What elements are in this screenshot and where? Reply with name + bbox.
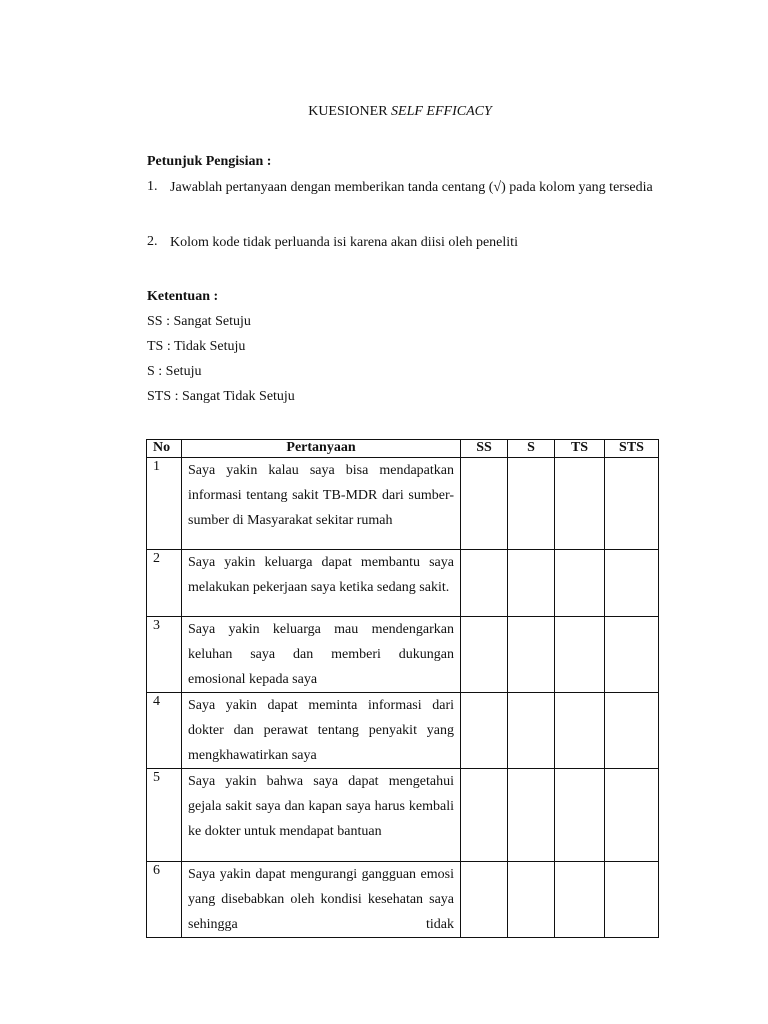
answer-cell-sts[interactable] bbox=[605, 693, 659, 769]
question-text: Saya yakin keluarga mau mendengarkan keluhan saya dan memberi dukungan emosional kepada saya bbox=[182, 617, 461, 693]
question-text: Saya yakin dapat mengurangi gangguan emosi yang disebabkan oleh kondisi kesehatan saya sehingga tidak bbox=[182, 862, 461, 938]
row-number: 3 bbox=[147, 617, 182, 693]
table-row bbox=[147, 862, 659, 938]
answer-cell-ss[interactable] bbox=[461, 458, 508, 550]
title-italic: SELF EFFICACY bbox=[391, 104, 492, 119]
answer-cell-ts[interactable] bbox=[555, 862, 605, 938]
instruction-number: 1. bbox=[147, 179, 158, 194]
header-no: No bbox=[147, 440, 182, 458]
header-ts: TS bbox=[555, 440, 605, 458]
answer-cell-ss[interactable] bbox=[461, 769, 508, 862]
row-number: 6 bbox=[147, 862, 182, 938]
question-text: Saya yakin bahwa saya dapat mengetahui gejala sakit saya dan kapan saya harus kembali ke dokter untuk mendapat bantuan bbox=[182, 769, 461, 862]
legend-item: STS : Sangat Tidak Setuju bbox=[147, 389, 295, 404]
instruction-number: 2. bbox=[147, 234, 158, 249]
answer-cell-sts[interactable] bbox=[605, 550, 659, 617]
answer-cell-s[interactable] bbox=[508, 617, 555, 693]
questionnaire-table bbox=[146, 439, 659, 938]
answer-cell-ts[interactable] bbox=[555, 550, 605, 617]
page-title bbox=[0, 102, 768, 122]
question-text: Saya yakin dapat meminta informasi dari dokter dan perawat tentang penyakit yang mengkhawatirkan saya bbox=[182, 693, 461, 769]
table-row bbox=[147, 769, 659, 862]
legend-heading: Ketentuan : bbox=[147, 289, 219, 304]
answer-cell-ss[interactable] bbox=[461, 550, 508, 617]
row-number: 4 bbox=[147, 693, 182, 769]
table-header-row bbox=[147, 440, 659, 458]
answer-cell-s[interactable] bbox=[508, 458, 555, 550]
legend-item: SS : Sangat Setuju bbox=[147, 314, 251, 329]
answer-cell-ts[interactable] bbox=[555, 769, 605, 862]
answer-cell-ss[interactable] bbox=[461, 693, 508, 769]
answer-cell-ts[interactable] bbox=[555, 617, 605, 693]
header-ss: SS bbox=[461, 440, 508, 458]
question-text: Saya yakin kalau saya bisa mendapatkan informasi tentang sakit TB-MDR dari sumber-sumber di Masyarakat sekitar rumah bbox=[182, 458, 461, 550]
answer-cell-sts[interactable] bbox=[605, 862, 659, 938]
table-row bbox=[147, 617, 659, 693]
answer-cell-s[interactable] bbox=[508, 693, 555, 769]
header-sts: STS bbox=[605, 440, 659, 458]
legend-item: TS : Tidak Setuju bbox=[147, 339, 246, 354]
question-text: Saya yakin keluarga dapat membantu saya melakukan pekerjaan saya ketika sedang sakit. bbox=[182, 550, 461, 617]
legend-item: S : Setuju bbox=[147, 364, 202, 379]
table-row bbox=[147, 693, 659, 769]
answer-cell-ts[interactable] bbox=[555, 693, 605, 769]
header-question: Pertanyaan bbox=[182, 440, 461, 458]
answer-cell-sts[interactable] bbox=[605, 617, 659, 693]
title-plain: KUESIONER bbox=[308, 104, 392, 119]
answer-cell-sts[interactable] bbox=[605, 769, 659, 862]
answer-cell-ss[interactable] bbox=[461, 862, 508, 938]
answer-cell-ss[interactable] bbox=[461, 617, 508, 693]
answer-cell-s[interactable] bbox=[508, 769, 555, 862]
header-s: S bbox=[508, 440, 555, 458]
row-number: 5 bbox=[147, 769, 182, 862]
instruction-text: Jawablah pertanyaan dengan memberikan tanda centang (√) pada kolom yang tersedia bbox=[170, 180, 653, 195]
answer-cell-s[interactable] bbox=[508, 862, 555, 938]
row-number: 2 bbox=[147, 550, 182, 617]
answer-cell-sts[interactable] bbox=[605, 458, 659, 550]
table-row bbox=[147, 550, 659, 617]
answer-cell-s[interactable] bbox=[508, 550, 555, 617]
row-number: 1 bbox=[147, 458, 182, 550]
instruction-text: Kolom kode tidak perluanda isi karena akan diisi oleh peneliti bbox=[170, 235, 518, 250]
instructions-heading: Petunjuk Pengisian : bbox=[147, 154, 272, 169]
answer-cell-ts[interactable] bbox=[555, 458, 605, 550]
table-row bbox=[147, 458, 659, 550]
